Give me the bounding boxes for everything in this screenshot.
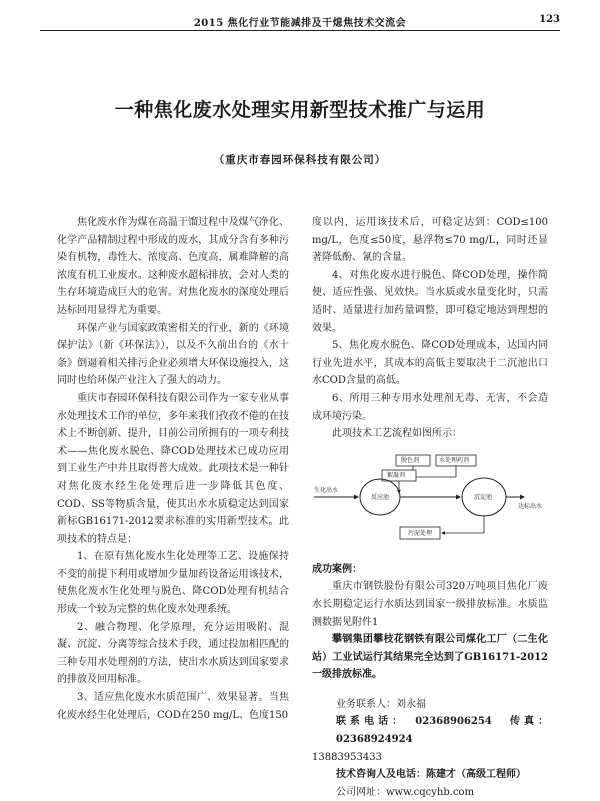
sludge-label: 污泥处理 [408, 529, 433, 537]
article-title: 一种焦化废水处理实用新型技术推广与运用 [114, 99, 486, 121]
output-label: 达标出水 [518, 502, 543, 510]
paragraph: 此项技术工艺流程如图所示： [332, 428, 462, 440]
contact-block [312, 696, 548, 801]
author-affiliation: （重庆市春园环保科技有限公司） [213, 154, 387, 166]
paragraph: 环保产业与国家政策密相关的行业，新的《环境保护法》（新《环保法》），以及不久前出台的《水十条》倒逼着相关排污企业必须增大环保设施投入，这同时也给环保产业注入了强大的动力。 [57, 322, 289, 387]
paragraph: 度以内，运用该技术后，可稳定达到：COD≤100 mg/L，色度≤50度，悬浮物≤70 mg/L，同时还显著降低酚、氰的含量。 [312, 217, 548, 264]
left-column [57, 214, 289, 724]
case-text: 重庆市钢铁股份有限公司320万吨项目焦化厂废水长期稳定运行水质达到国家一级排放标准。水质监测数据见附件1 [312, 581, 548, 628]
paragraph: 重庆市春园环保科技有限公司作为一家专业从事水处理技术工作的单位，多年来我们孜孜不倦的在技术上不断创新、提升，目前公司所拥有的一项专利技术——焦化废水脱色、降COD处理技术已成功应用到工业生产中并且取得普大成效。此项技术是一种针对焦化废水经生化处理后进一步降低其色度、COD、SS等物质含量，使其出水水质稳定达到国家新标GB16171-2012要求标准的实用新型技术。此项技术的特点是： [57, 392, 289, 545]
paragraph: 6、所用三种专用水处理剂无毒、无害，不会造成环境污染。 [312, 392, 548, 422]
input-label: 生化出水 [314, 486, 339, 494]
contact-mobile: 13883953433 [312, 751, 382, 763]
contact-person: 业务联系人：刘永福 [336, 698, 426, 710]
right-column [312, 214, 548, 801]
paragraph: 1、在原有焦化废水生化处理等工艺、设施保持不变的前提下利用或增加少量加药设备运用该技术，使焦化废水生化处理与脱色、降COD处理有机结合形成一个较为完整的焦化废水处理系统。 [57, 551, 289, 616]
process-flow-diagram [312, 447, 548, 555]
box2-label: 水处理药剂 [439, 456, 470, 464]
box1-label: 脱色剂 [401, 456, 420, 464]
running-header [40, 12, 560, 30]
paragraph: 5、焦化废水脱色、降COD处理成本，达国内同行业先进水平，其成本的高低主要取决于二沉池出口水COD含量的高低。 [312, 340, 548, 387]
contact-tech: 技术咨询人及电话：陈建才（高级工程师） [336, 769, 526, 781]
tank1-label: 反应池 [371, 493, 390, 501]
case-heading: 成功案例： [312, 563, 362, 575]
paragraph: 2、融合物理、化学原理，充分运用吸附、混凝、沉淀、分离等综合技术手段，通过投加相匹配的三种专用水处理剂的方法，使出水水质达到国家要求的排放及回用标准。 [57, 621, 289, 686]
running-title: 2015 焦化行业节能减排及干熄焦技术交流会 [193, 18, 407, 29]
flow-lines [312, 447, 548, 555]
paragraph: 3、适应焦化废水水质范围广、效果显著。当焦化废水经生化处理后，COD在250 mg/L、色度150 [57, 692, 289, 721]
case-text: 攀钢集团攀枝花钢铁有限公司煤化工厂（二生化站）工业试运行其结果完全达到了GB16171-2012一级排放标准。 [312, 634, 548, 681]
tank2-label: 沉淀池 [474, 493, 493, 501]
paragraph: 焦化废水作为煤在高温干馏过程中及煤气净化、化学产品精制过程中形成的废水，其成分含有多种污染有机物，毒性大、浓度高、色度高，属难降解的高浓度有机工业废水。这种废水超标排放，会对人类的生存环境造成巨大的危害。对焦化废水的深度处理后达标回用显得尤为重要。 [57, 217, 289, 316]
contact-website: 公司网址：www.cqcyhb.com [336, 786, 475, 798]
contact-phone: 联系电话： 02368906254 传真：02368924924 [336, 716, 548, 746]
header-rule [40, 30, 560, 31]
page-number: 123 [539, 14, 560, 25]
box3-label: 絮凝剂 [387, 471, 406, 479]
paragraph: 4、对焦化废水进行脱色、降COD处理，操作简便、适应性强、见效快。当水质或水量变化时，只需适时、适量进行加药量调整，即可稳定地达到理想的效果。 [312, 269, 548, 334]
